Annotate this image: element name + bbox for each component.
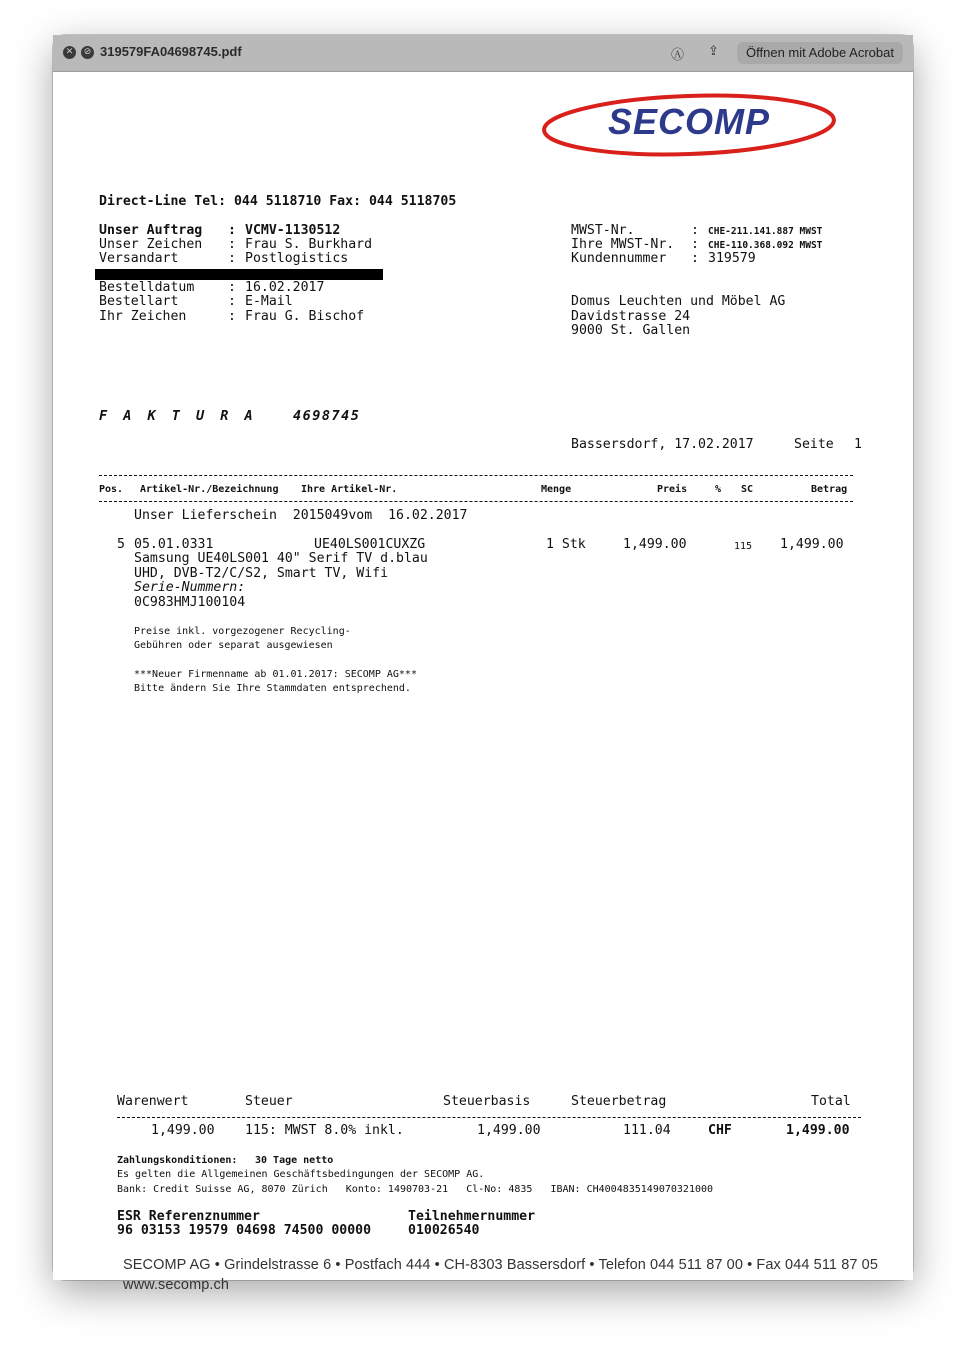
ihr-zeichen-label: Ihr Zeichen bbox=[99, 309, 187, 324]
mwst-label: MWST-Nr. bbox=[571, 223, 635, 238]
tot-h-steuer: Steuer bbox=[245, 1094, 293, 1109]
item-menge: 1 Stk bbox=[546, 537, 586, 552]
divider bbox=[117, 1117, 861, 1118]
annotate-icon[interactable]: Ⓐ bbox=[671, 48, 685, 63]
colon: : bbox=[228, 223, 236, 238]
address-line1: Domus Leuchten und Möbel AG bbox=[571, 294, 786, 309]
serial-label: Serie-Nummern: bbox=[134, 580, 246, 595]
esr-ref-label: ESR Referenznummer bbox=[117, 1209, 260, 1224]
zahlung-label: Zahlungskonditionen: bbox=[117, 1155, 238, 1166]
ihre-mwst-label: Ihre MWST-Nr. bbox=[571, 237, 675, 252]
close-icon[interactable]: ✕ bbox=[63, 46, 76, 59]
ihre-mwst-value: CHE-110.368.092 MWST bbox=[708, 240, 823, 251]
page-number: 1 bbox=[854, 437, 862, 452]
item-betrag: 1,499.00 bbox=[780, 537, 844, 552]
footer-address: SECOMP AG • Grindelstrasse 6 • Postfach 444 • CH-8303 Bassersdorf • Telefon 044 511 87 00 • Fax 044 511 87 05 bbox=[123, 1257, 878, 1273]
note-company-2: Bitte ändern Sie Ihre Stammdaten entsprechend. bbox=[134, 683, 411, 694]
item-desc1: Samsung UE40LS001 40" Serif TV d.blau bbox=[134, 551, 428, 566]
logo-text: SECOMP bbox=[607, 101, 771, 142]
redaction-bar bbox=[95, 269, 383, 280]
colon: : bbox=[228, 309, 236, 324]
mwst-value: CHE-211.141.887 MWST bbox=[708, 226, 823, 237]
item-sc: 115 bbox=[734, 541, 753, 552]
zeichen-value: Frau S. Burkhard bbox=[245, 237, 373, 252]
title-bar bbox=[53, 35, 913, 72]
tot-h-steuerbetrag: Steuerbetrag bbox=[571, 1094, 667, 1109]
auftrag-label: Unser Auftrag bbox=[99, 223, 203, 238]
item-desc2: UHD, DVB-T2/C/S2, Smart TV, Wifi bbox=[134, 566, 389, 581]
kunden-value: 319579 bbox=[708, 251, 756, 266]
colon: : bbox=[228, 294, 236, 309]
tot-steuer: 115: MWST 8.0% inkl. bbox=[245, 1123, 404, 1138]
address-line3: 9000 St. Gallen bbox=[571, 323, 691, 338]
item-pos: 5 bbox=[117, 537, 125, 552]
open-with-acrobat-button[interactable]: Öffnen mit Adobe Acrobat bbox=[737, 42, 903, 64]
tot-steuerbasis: 1,499.00 bbox=[477, 1123, 541, 1138]
tot-h-steuerbasis: Steuerbasis bbox=[443, 1094, 531, 1109]
th-sc: SC bbox=[741, 484, 754, 495]
tot-currency: CHF bbox=[708, 1123, 732, 1138]
auftrag-value: VCMV-1130512 bbox=[245, 223, 341, 238]
th-artikel: Artikel-Nr./Bezeichnung bbox=[140, 484, 279, 495]
bestellart-value: E-Mail bbox=[245, 294, 293, 309]
bestelldatum-label: Bestelldatum bbox=[99, 280, 195, 295]
tot-h-total: Total bbox=[811, 1094, 851, 1109]
colon: : bbox=[691, 251, 699, 266]
colon: : bbox=[691, 223, 699, 238]
teilnehmer-label: Teilnehmernummer bbox=[408, 1209, 536, 1224]
versandart-value: Postlogistics bbox=[245, 251, 349, 266]
colon: : bbox=[691, 237, 699, 252]
agb-text: Es gelten die Allgemeinen Geschäftsbedingungen der SECOMP AG. bbox=[117, 1169, 485, 1180]
tot-h-warenwert: Warenwert bbox=[117, 1094, 189, 1109]
note-company-1: ***Neuer Firmenname ab 01.01.2017: SECOMP AG*** bbox=[134, 669, 417, 680]
item-ihre-artikel-nr: UE40LS001CUXZG bbox=[314, 537, 426, 552]
divider bbox=[99, 475, 853, 476]
th-ihre-artikel: Ihre Artikel-Nr. bbox=[301, 484, 398, 495]
th-preis: Preis bbox=[657, 484, 688, 495]
bestelldatum-value: 16.02.2017 bbox=[245, 280, 325, 295]
tot-steuerbetrag: 111.04 bbox=[623, 1123, 671, 1138]
address-line2: Davidstrasse 24 bbox=[571, 309, 691, 324]
footer-web[interactable]: www.secomp.ch bbox=[123, 1277, 230, 1293]
share-icon[interactable]: ⇪ bbox=[708, 44, 719, 59]
page-label: Seite bbox=[794, 437, 834, 452]
invoice-title: F A K T U R A bbox=[99, 408, 257, 424]
colon: : bbox=[228, 280, 236, 295]
versandart-label: Versandart bbox=[99, 251, 179, 266]
note-recycling-1: Preise inkl. vorgezogener Recycling- bbox=[134, 626, 351, 637]
invoice-number: 4698745 bbox=[293, 408, 361, 424]
divider bbox=[99, 501, 853, 502]
zeichen-label: Unser Zeichen bbox=[99, 237, 203, 252]
esr-ref-value: 96 03153 19579 04698 74500 00000 bbox=[117, 1223, 372, 1238]
pdf-preview-window bbox=[53, 35, 913, 1293]
minimize-icon[interactable]: ⊘ bbox=[81, 46, 94, 59]
th-betrag: Betrag bbox=[811, 484, 848, 495]
zahlung-value: 30 Tage netto bbox=[255, 1155, 334, 1166]
note-recycling-2: Gebühren oder separat ausgewiesen bbox=[134, 640, 333, 651]
bank-details: Bank: Credit Suisse AG, 8070 Zürich Konto: 1490703-21 Cl-No: 4835 IBAN: CH4004835149070321000 bbox=[117, 1184, 714, 1195]
teilnehmer-value: 010026540 bbox=[408, 1223, 480, 1238]
item-preis: 1,499.00 bbox=[623, 537, 687, 552]
document-page bbox=[53, 72, 913, 1293]
item-artikel-nr: 05.01.0331 bbox=[134, 537, 214, 552]
th-pos: Pos. bbox=[99, 484, 124, 495]
th-pct: % bbox=[715, 484, 722, 495]
kunden-label: Kundennummer bbox=[571, 251, 667, 266]
tot-total: 1,499.00 bbox=[786, 1123, 850, 1138]
place-date: Bassersdorf, 17.02.2017 bbox=[571, 437, 754, 452]
serial-number: 0C983HMJ100104 bbox=[134, 595, 246, 610]
ihr-zeichen-value: Frau G. Bischof bbox=[245, 309, 365, 324]
lieferschein: Unser Lieferschein 2015049vom 16.02.2017 bbox=[134, 508, 468, 523]
secomp-logo bbox=[541, 90, 841, 160]
colon: : bbox=[228, 237, 236, 252]
colon: : bbox=[228, 251, 236, 266]
th-menge: Menge bbox=[541, 484, 572, 495]
window-title: 319579FA04698745.pdf bbox=[100, 44, 242, 59]
tot-warenwert: 1,499.00 bbox=[151, 1123, 215, 1138]
direct-line: Direct-Line Tel: 044 5118710 Fax: 044 5118705 bbox=[99, 194, 457, 209]
bestellart-label: Bestellart bbox=[99, 294, 179, 309]
